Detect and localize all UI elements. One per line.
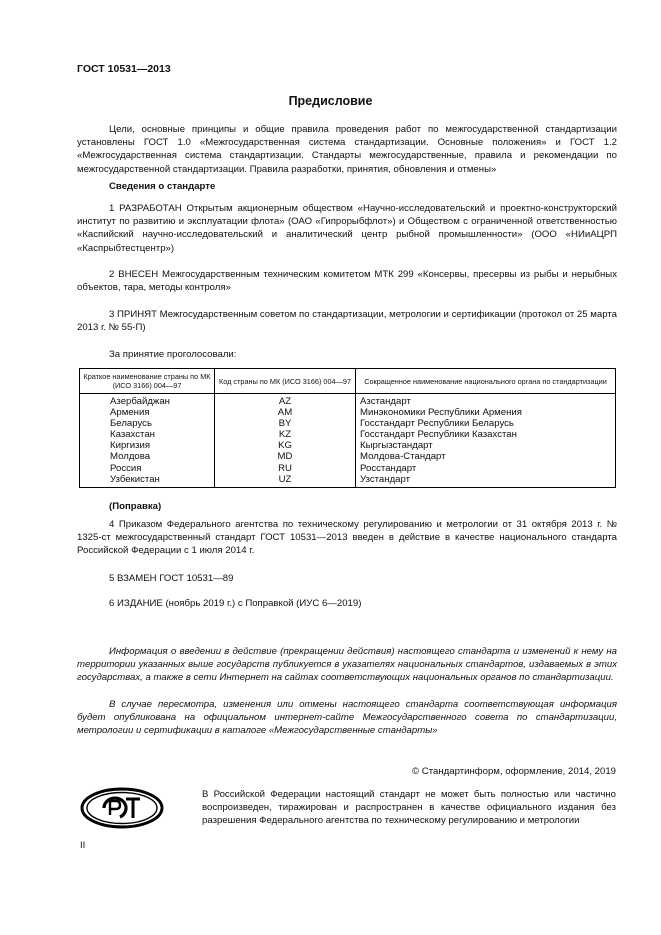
country-cell: Армения (80, 407, 215, 418)
code-cell: UZ (215, 474, 356, 488)
table-header-code: Код страны по МК (ИСО 3166) 004—97 (215, 369, 356, 394)
item-4-order: 4 Приказом Федерального агентства по техническому регулированию и метрологии от 31 октября 2013 г. № 1325-ст межгосударственный стандарт ГОСТ 10531—2013 введен в действие в качестве национального стандарта Российской Федерации с 1 июля 2014 г. (77, 519, 617, 557)
table-row (80, 394, 616, 408)
code-cell: AZ (215, 394, 356, 408)
table-row (80, 474, 616, 488)
reproduction-notice: В Российской Федерации настоящий стандарт не может быть полностью или частично воспроизведен, тиражирован и распространен в качестве официального издания без разрешения Федерального агентства по техническому регулированию и метрологии (202, 789, 616, 826)
country-cell: Азербайджан (80, 394, 215, 408)
country-cell: Молдова (80, 451, 215, 462)
item-3-adopted: 3 ПРИНЯТ Межгосударственным советом по стандартизации, метрологии и сертификации (протокол от 25 марта 2013 г. № 55-П) (77, 309, 617, 334)
code-cell: KZ (215, 429, 356, 440)
code-cell: MD (215, 451, 356, 462)
rst-certification-mark-icon (80, 787, 164, 829)
info-heading: Сведения о стандарте (109, 181, 216, 192)
info-italic-paragraph-2: В случае пересмотра, изменения или отмены настоящего стандарта соответствующая информация будет опубликована на официальном интернет-сайте Межгосударственного совета по стандартизации, метрологии и сертификации в каталоге «Межгосударственные стандарты» (77, 699, 617, 737)
table-row (80, 463, 616, 474)
votes-table (79, 368, 616, 488)
table-header-country: Краткое наименование страны по МК (ИСО 3166) 004—97 (80, 369, 215, 394)
table-row (80, 418, 616, 429)
country-cell: Казахстан (80, 429, 215, 440)
item-5-replaces: 5 ВЗАМЕН ГОСТ 10531—89 (109, 573, 234, 584)
country-cell: Узбекистан (80, 474, 215, 488)
country-cell: Беларусь (80, 418, 215, 429)
intro-paragraph: Цели, основные принципы и общие правила проведения работ по межгосударственной стандартизации установлены ГОСТ 1.0 «Межгосударственная система стандартизации. Основные положения» и ГОСТ 1.2 «Межгосударственная система стандартизации. Стандарты межгосударственные, правила и рекомендации по межгосударственной стандартизации. Правила разработки, принятия, обновления и отмены» (77, 124, 617, 175)
body-cell: Узстандарт (356, 474, 616, 488)
copyright-line: © Стандартинформ, оформление, 2014, 2019 (412, 766, 616, 777)
info-italic-paragraph-1: Информация о введении в действие (прекращении действия) настоящего стандарта и изменений к нему на территории указанных выше государств публикуется в указателях национальных стандартов, издаваемых в этих государствах, а также в сети Интернет на сайтах соответствующих национальных органов по стандартизации. (77, 646, 617, 684)
body-cell: Кыргызстандарт (356, 440, 616, 451)
table-row (80, 440, 616, 451)
item-1-developed: 1 РАЗРАБОТАН Открытым акционерным обществом «Научно-исследовательский и проектно-конструкторский институт по развитию и эксплуатации флота» (ОАО «Гипрорыбфлот») и Обществом с ограниченной ответственностью «Каспийский научно-исследовательский и аналитический центр рыбной промышленности» (ООО «НИиАЦРП «Каспрыбтестцентр») (77, 203, 617, 254)
body-cell: Азстандарт (356, 394, 616, 408)
table-row (80, 429, 616, 440)
item-6-edition: 6 ИЗДАНИЕ (ноябрь 2019 г.) с Поправкой (ИУС 6—2019) (109, 598, 362, 609)
item-2-introduced: 2 ВНЕСЕН Межгосударственным техническим комитетом МТК 299 «Консервы, пресервы из рыбы и нерыбных объектов, тара, методы контроля» (77, 269, 617, 294)
table-row (80, 451, 616, 462)
code-cell: BY (215, 418, 356, 429)
body-cell: Госстандарт Республики Казахстан (356, 429, 616, 440)
body-cell: Госстандарт Республики Беларусь (356, 418, 616, 429)
code-cell: RU (215, 463, 356, 474)
body-cell: Росстандарт (356, 463, 616, 474)
table-header-body: Сокращенное наименование национального органа по стандартизации (356, 369, 616, 394)
document-code: ГОСТ 10531—2013 (77, 63, 171, 75)
code-cell: KG (215, 440, 356, 451)
code-cell: AM (215, 407, 356, 418)
amendment-label: (Поправка) (109, 501, 162, 512)
country-cell: Киргизия (80, 440, 215, 451)
body-cell: Молдова-Стандарт (356, 451, 616, 462)
table-header-row (80, 369, 616, 394)
voted-label: За принятие проголосовали: (109, 349, 237, 360)
country-cell: Россия (80, 463, 215, 474)
page-number: II (80, 840, 86, 851)
body-cell: Минэкономики Республики Армения (356, 407, 616, 418)
table-row (80, 407, 616, 418)
page-title: Предисловие (288, 94, 373, 108)
